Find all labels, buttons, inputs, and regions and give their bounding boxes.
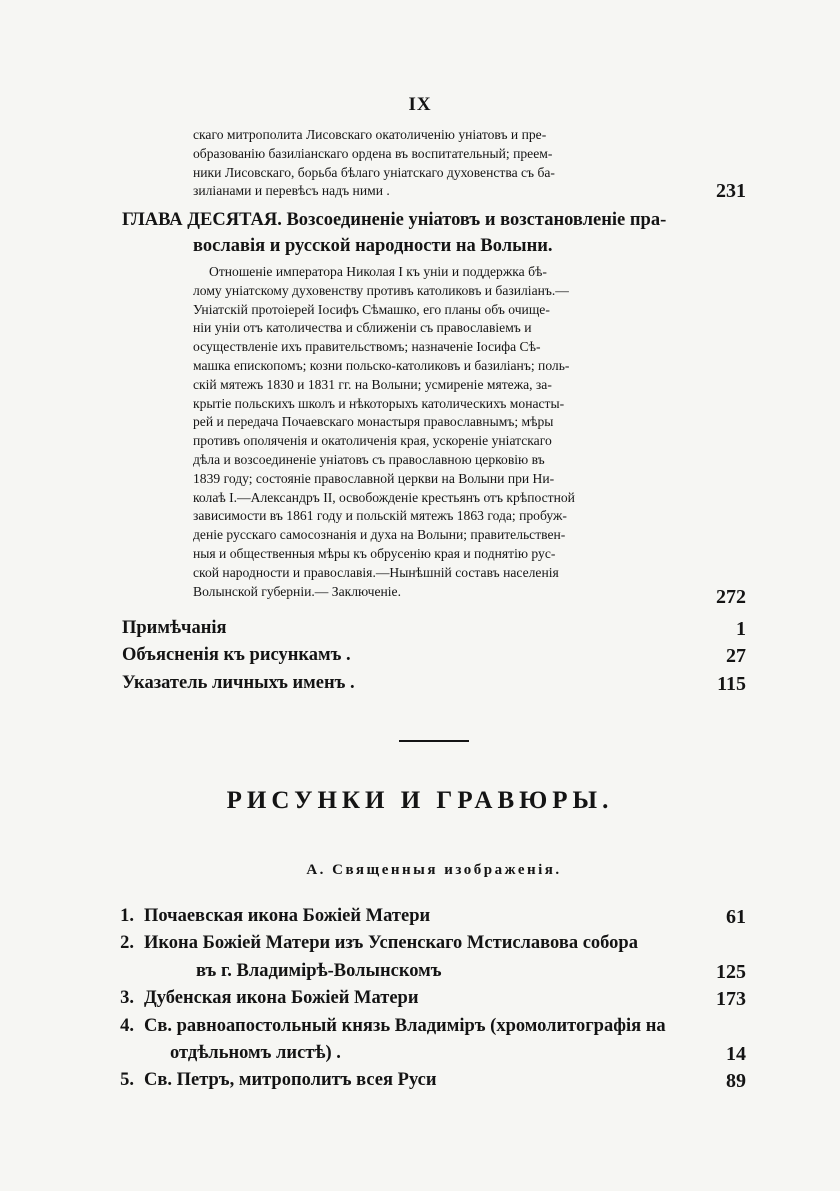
figures-explanations-page: 27 bbox=[726, 645, 746, 667]
illustration-number: 1. bbox=[120, 906, 134, 926]
illustration-number: 2. bbox=[120, 933, 134, 953]
illustration-item bbox=[100, 1016, 666, 1037]
summary-line: Отношеніе императора Николая I къ уніи и поддержка бѣ- bbox=[209, 264, 547, 279]
name-index-entry: Указатель личныхъ именъ . bbox=[122, 673, 355, 693]
figures-explanations-entry: Объясненія къ рисункамъ . bbox=[122, 645, 351, 665]
illustration-title: Св. равноапостольный князь Владиміръ (хромолитографія на bbox=[144, 1016, 666, 1036]
illustration-item bbox=[100, 988, 419, 1009]
chapter-ten-summary bbox=[193, 263, 708, 601]
illustration-title-cont: отдѣльномъ листѣ) . bbox=[170, 1043, 341, 1063]
chapter-title-line1: Возсоединеніе уніатовъ и возстановленіе пра- bbox=[286, 210, 667, 230]
summary-line: деніе русскаго самосознанія и духа на Волыни; правительствен- bbox=[193, 527, 566, 543]
illustration-page: 125 bbox=[716, 961, 746, 983]
chapter-label: ГЛАВА ДЕСЯТАЯ. bbox=[122, 210, 282, 230]
notes-entry: Примѣчанія bbox=[122, 618, 227, 638]
summary-line: ники Лисовскаго, борьба бѣлаго уніатскаго духовенства съ ба- bbox=[193, 164, 555, 180]
page-number: IX bbox=[408, 94, 432, 115]
summary-line: зависимости въ 1861 году и польскій мятежъ 1863 года; пробуж- bbox=[193, 508, 567, 524]
chapter-ten-heading bbox=[122, 207, 666, 233]
summary-line: машка епископомъ; козни польско-католиковъ и базиліанъ; поль- bbox=[193, 357, 570, 373]
name-index-page: 115 bbox=[717, 673, 746, 695]
illustration-title: Почаевская икона Божіей Матери bbox=[144, 906, 431, 926]
previous-chapter-summary bbox=[193, 126, 708, 201]
illustration-number: 5. bbox=[120, 1070, 134, 1090]
section-a-title: А. Священныя изображенія. bbox=[306, 862, 562, 878]
chapter-title-line2: вославія и русской народности на Волыни. bbox=[193, 236, 553, 256]
illustration-page: 173 bbox=[716, 988, 746, 1010]
summary-line: крытіе польскихъ школъ и нѣкоторыхъ католическихъ монасты- bbox=[193, 395, 565, 411]
illustration-title-cont: въ г. Владимірѣ-Волынскомъ bbox=[196, 961, 442, 981]
illustration-page: 89 bbox=[726, 1070, 746, 1092]
summary-line: осуществленіе ихъ правительствомъ; назначеніе Іосифа Сѣ- bbox=[193, 339, 541, 355]
summary-line: скаго митрополита Лисовскаго окатоличенію уніатовъ и пре- bbox=[193, 127, 547, 142]
illustration-item bbox=[100, 906, 430, 927]
summary-line: ской народности и православія.—Нынѣшній составъ населенія bbox=[193, 564, 559, 580]
summary-line: ніи уніи отъ католичества и сближеніи съ православіемъ и bbox=[193, 320, 532, 336]
section-divider bbox=[399, 740, 469, 742]
summary-line: Уніатскій протоіерей Іосифъ Сѣмашко, его планы объ очище- bbox=[193, 301, 550, 317]
notes-page: 1 bbox=[736, 618, 746, 640]
illustration-number: 4. bbox=[120, 1016, 134, 1036]
illustration-page: 61 bbox=[726, 906, 746, 928]
previous-chapter-page: 231 bbox=[716, 180, 746, 202]
illustration-title: Св. Петръ, митрополитъ всея Руси bbox=[144, 1070, 437, 1090]
summary-line: рей и передача Почаевскаго монастыря православнымъ; мѣры bbox=[193, 414, 554, 430]
summary-line: Волынской губерніи.— Заключеніе. bbox=[193, 583, 401, 599]
illustration-title: Дубенская икона Божіей Матери bbox=[144, 988, 419, 1008]
illustrations-title: РИСУНКИ И ГРАВЮРЫ. bbox=[226, 787, 614, 814]
summary-line: дѣла и возсоединеніе уніатовъ съ православною церковію въ bbox=[193, 451, 545, 467]
summary-line: 1839 году; состояніе православной церкви на Волыни при Ни- bbox=[193, 470, 555, 486]
summary-line: лому уніатскому духовенству противъ католиковъ и базиліанъ.— bbox=[193, 282, 569, 298]
summary-line: скій мятежъ 1830 и 1831 гг. на Волыни; усмиреніе мятежа, за- bbox=[193, 376, 552, 392]
summary-line: ныя и общественныя мѣры къ обрусенію края и поднятію рус- bbox=[193, 545, 556, 561]
summary-line: образованію базиліанскаго ордена въ воспитательный; преем- bbox=[193, 145, 553, 161]
illustration-item bbox=[100, 1070, 437, 1091]
summary-line: зиліанами и перевѣсъ надъ ними . bbox=[193, 183, 390, 199]
illustration-item bbox=[100, 933, 638, 954]
summary-line: колаѣ I.—Александръ II, освобожденіе крестьянъ отъ крѣпостной bbox=[193, 489, 575, 505]
chapter-ten-page: 272 bbox=[716, 586, 746, 608]
illustration-number: 3. bbox=[120, 988, 134, 1008]
illustration-page: 14 bbox=[726, 1043, 746, 1065]
illustration-title: Икона Божіей Матери изъ Успенскаго Мстиславова собора bbox=[144, 933, 638, 953]
summary-line: противъ ополяченія и окатоличенія края, ускореніе уніатскаго bbox=[193, 433, 552, 449]
